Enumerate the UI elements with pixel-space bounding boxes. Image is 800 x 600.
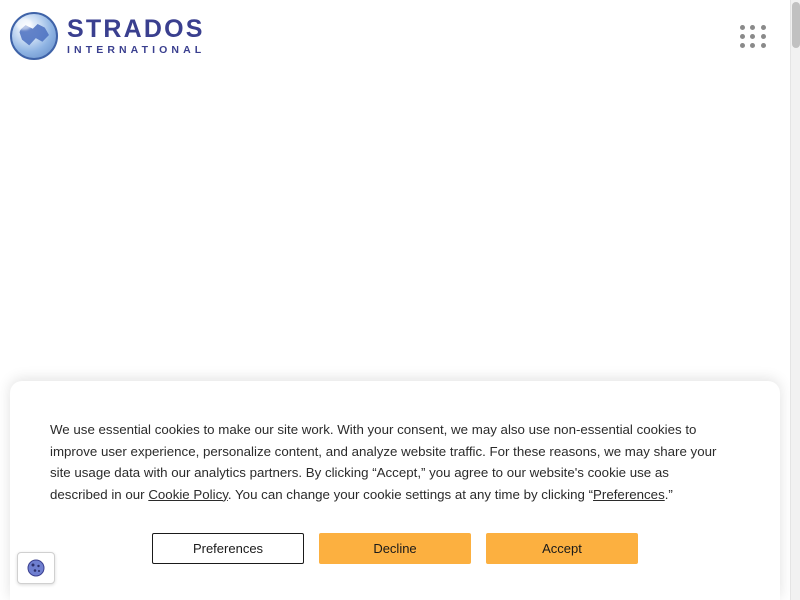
grid-dot	[761, 34, 766, 39]
decline-button[interactable]: Decline	[319, 533, 471, 564]
page-scrollbar[interactable]	[790, 0, 800, 600]
grid-menu-icon[interactable]	[738, 23, 768, 49]
accept-button[interactable]: Accept	[486, 533, 638, 564]
grid-dot	[740, 25, 745, 30]
preferences-link[interactable]: Preferences	[593, 486, 665, 502]
cookie-icon	[26, 558, 46, 578]
site-logo[interactable]	[10, 12, 205, 60]
preferences-button[interactable]: Preferences	[152, 533, 304, 564]
cookie-banner-actions	[50, 533, 740, 564]
cookie-policy-link[interactable]: Cookie Policy	[148, 486, 228, 502]
logo-title: STRADOS	[67, 14, 205, 43]
cookie-consent-text	[50, 419, 730, 505]
cookie-settings-button[interactable]	[17, 552, 55, 584]
grid-dot	[761, 25, 766, 30]
grid-dot	[750, 25, 755, 30]
grid-dot	[750, 43, 755, 48]
logo-subtitle: INTERNATIONAL	[67, 43, 206, 56]
site-header	[0, 0, 790, 72]
cookie-text-part2: . You can change your cookie settings at any time by clicking “	[227, 486, 594, 502]
grid-dot	[740, 34, 745, 39]
cookie-text-part1: We use essential cookies to make our site work. With your consent, we may also use non-essential cookies to improve user experience, personalize content, and analyze website traffic. For these reasons, we may share your site usage data with our analytics partners. By clicking “Accept,” you agree to our website's cookie use as described in our	[50, 422, 717, 502]
grid-dot	[761, 43, 766, 48]
scrollbar-thumb[interactable]	[792, 2, 800, 48]
logo-text	[67, 14, 206, 56]
grid-dot	[750, 34, 755, 39]
globe-icon	[10, 12, 58, 60]
cookie-text-part3: .”	[664, 486, 673, 502]
grid-dot	[740, 43, 745, 48]
cookie-consent-banner	[10, 381, 780, 600]
